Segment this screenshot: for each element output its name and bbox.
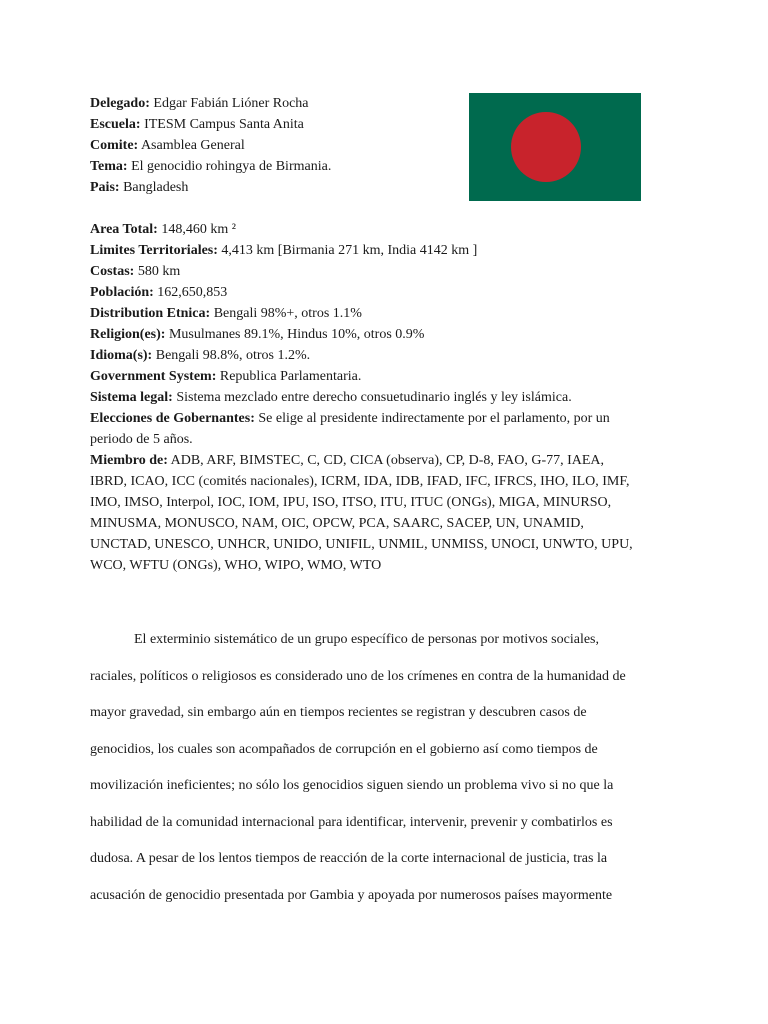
fact-value: Republica Parlamentaria. xyxy=(219,369,362,384)
fact-line xyxy=(90,492,680,513)
essay-line: mayor gravedad, sin embargo aún en tiempos recientes se registran y descubren casos de xyxy=(90,705,587,720)
fact-value: Se elige al presidente indirectamente por el parlamento, por un xyxy=(258,411,610,426)
essay-body xyxy=(90,622,680,914)
comite-line xyxy=(90,135,460,156)
escuela-value: ITESM Campus Santa Anita xyxy=(144,117,304,132)
delegado-line xyxy=(90,93,460,114)
country-facts xyxy=(90,219,680,576)
fact-label: Costas: xyxy=(90,264,135,279)
delegate-info xyxy=(90,93,460,198)
tema-label: Tema: xyxy=(90,159,128,174)
fact-value: WCO, WFTU (ONGs), WHO, WIPO, WMO, WTO xyxy=(90,558,382,573)
fact-label: Area Total: xyxy=(90,222,158,237)
fact-value: 580 km xyxy=(137,264,181,279)
fact-value: Musulmanes 89.1%, Hindus 10%, otros 0.9% xyxy=(168,327,425,342)
essay-line: El exterminio sistemático de un grupo específico de personas por motivos sociales, xyxy=(134,632,599,647)
fact-line xyxy=(90,366,680,387)
tema-line xyxy=(90,156,460,177)
tema-value: El genocidio rohingya de Birmania. xyxy=(131,159,332,174)
essay-line: habilidad de la comunidad internacional para identificar, intervenir, prevenir y combatirlos es xyxy=(90,814,613,830)
fact-line xyxy=(90,282,680,303)
fact-line xyxy=(90,408,680,429)
fact-line xyxy=(90,303,680,324)
fact-label: Sistema legal: xyxy=(90,390,173,405)
pais-label: Pais: xyxy=(90,180,120,195)
comite-label: Comite: xyxy=(90,138,139,153)
fact-line xyxy=(90,534,680,555)
pais-value: Bangladesh xyxy=(123,180,189,195)
delegado-value: Edgar Fabián Lióner Rocha xyxy=(153,96,309,111)
essay-line: genocidios, los cuales son acompañados de corrupción en el gobierno así como tiempos de xyxy=(90,741,598,757)
fact-line xyxy=(90,387,680,408)
fact-label: Distribution Etnica: xyxy=(90,306,211,321)
essay-line: acusación de genocidio presentada por Gambia y apoyada por numerosos países mayormente xyxy=(90,887,613,903)
fact-label: Limites Territoriales: xyxy=(90,243,218,258)
fact-label: Government System: xyxy=(90,369,217,384)
fact-label: Población: xyxy=(90,285,154,300)
flag-disc xyxy=(511,112,581,182)
fact-line xyxy=(90,513,680,534)
essay-line: movilización ineficientes; no sólo los genocidios siguen siendo un problema vivo si no que la xyxy=(90,778,614,793)
fact-label: Idioma(s): xyxy=(90,348,153,363)
fact-label: Religion(es): xyxy=(90,327,166,342)
fact-line xyxy=(90,240,680,261)
fact-value: 162,650,853 xyxy=(157,285,228,300)
fact-line xyxy=(90,219,680,240)
fact-value: IBRD, ICAO, ICC (comités nacionales), ICRM, IDA, IDB, IFAD, IFC, IFRCS, IHO, ILO, IMF, xyxy=(90,474,630,489)
essay-line: dudosa. A pesar de los lentos tiempos de reacción de la corte internacional de justicia, tras la xyxy=(90,851,608,866)
fact-line xyxy=(90,555,680,576)
fact-value: IMO, IMSO, Interpol, IOC, IOM, IPU, ISO, ITSO, ITU, ITUC (ONGs), MIGA, MINURSO, xyxy=(90,495,612,510)
fact-line xyxy=(90,324,680,345)
delegado-label: Delegado: xyxy=(90,96,150,111)
escuela-line xyxy=(90,114,460,135)
bangladesh-flag-icon xyxy=(469,93,641,201)
fact-value: 4,413 km [Birmania 271 km, India 4142 km ] xyxy=(221,243,478,258)
fact-line xyxy=(90,429,680,450)
fact-line xyxy=(90,261,680,282)
fact-label: Elecciones de Gobernantes: xyxy=(90,411,255,426)
fact-value: Bengali 98.8%, otros 1.2%. xyxy=(155,348,311,363)
fact-value: periodo de 5 años. xyxy=(90,432,193,447)
fact-label: Miembro de: xyxy=(90,453,168,468)
pais-line xyxy=(90,177,460,198)
fact-value: Bengali 98%+, otros 1.1% xyxy=(213,306,362,321)
fact-value: UNCTAD, UNESCO, UNHCR, UNIDO, UNIFIL, UNMIL, UNMISS, UNOCI, UNWTO, UPU, xyxy=(90,537,633,552)
escuela-label: Escuela: xyxy=(90,117,141,132)
comite-value: Asamblea General xyxy=(140,138,245,153)
fact-line xyxy=(90,471,680,492)
essay-line: raciales, políticos o religiosos es considerado uno de los crímenes en contra de la humanidad de xyxy=(90,668,626,684)
fact-line xyxy=(90,345,680,366)
fact-value: Sistema mezclado entre derecho consuetudinario inglés y ley islámica. xyxy=(176,390,572,405)
fact-value: ADB, ARF, BIMSTEC, C, CD, CICA (observa), CP, D-8, FAO, G-77, IAEA, xyxy=(170,453,605,468)
fact-value: 148,460 km ² xyxy=(161,222,236,237)
fact-line xyxy=(90,450,680,471)
fact-value: MINUSMA, MONUSCO, NAM, OIC, OPCW, PCA, SAARC, SACEP, UN, UNAMID, xyxy=(90,516,584,531)
